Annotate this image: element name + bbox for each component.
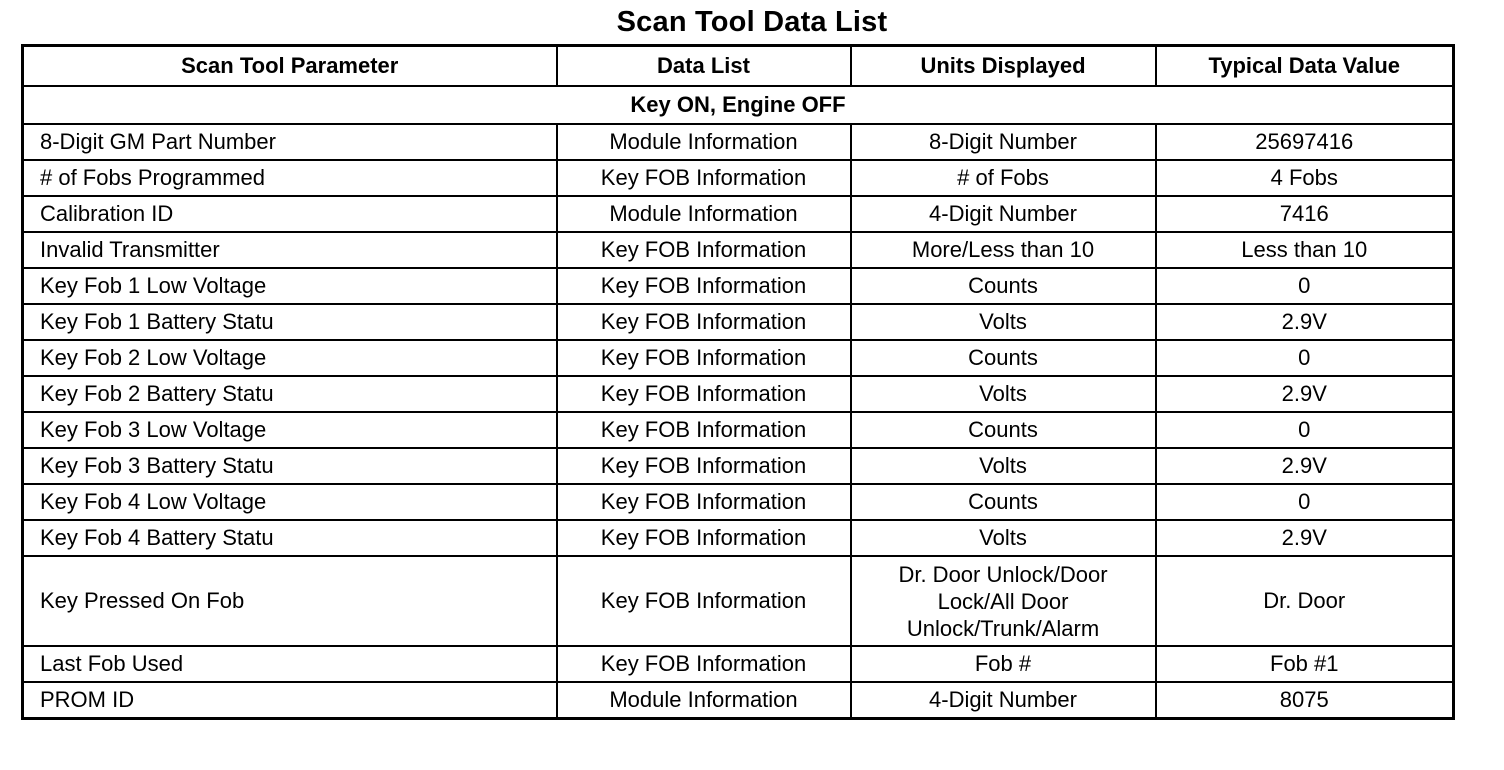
section-label: Key ON, Engine OFF <box>23 86 1454 124</box>
cell-parameter: Last Fob Used <box>23 646 557 682</box>
table-row <box>23 160 1454 196</box>
table-row <box>23 556 1454 646</box>
cell-parameter: Key Fob 2 Battery Statu <box>23 376 557 412</box>
cell-units <box>851 556 1156 646</box>
cell-data-list: Key FOB Information <box>557 646 851 682</box>
cell-parameter: Key Fob 2 Low Voltage <box>23 340 557 376</box>
table-row <box>23 412 1454 448</box>
cell-parameter: 8-Digit GM Part Number <box>23 124 557 160</box>
cell-typical-value: Less than 10 <box>1156 232 1454 268</box>
cell-data-list: Key FOB Information <box>557 304 851 340</box>
cell-data-list: Module Information <box>557 124 851 160</box>
cell-parameter: Key Fob 3 Low Voltage <box>23 412 557 448</box>
cell-units: 4-Digit Number <box>851 682 1156 719</box>
table-row <box>23 448 1454 484</box>
cell-parameter: Key Pressed On Fob <box>23 556 557 646</box>
cell-units: # of Fobs <box>851 160 1156 196</box>
cell-data-list: Key FOB Information <box>557 160 851 196</box>
cell-parameter: Key Fob 1 Low Voltage <box>23 268 557 304</box>
cell-units-line: Lock/All Door <box>937 588 1069 614</box>
cell-units: Counts <box>851 268 1156 304</box>
cell-units: Volts <box>851 376 1156 412</box>
cell-typical-value: Fob #1 <box>1156 646 1454 682</box>
cell-typical-value: 0 <box>1156 340 1454 376</box>
table-row <box>23 124 1454 160</box>
cell-units: Counts <box>851 412 1156 448</box>
header-data-list: Data List <box>557 46 851 87</box>
cell-data-list: Key FOB Information <box>557 268 851 304</box>
scan-tool-data-table <box>21 44 1455 720</box>
cell-units: Volts <box>851 520 1156 556</box>
cell-parameter: Key Fob 4 Low Voltage <box>23 484 557 520</box>
cell-units: Counts <box>851 340 1156 376</box>
table-row <box>23 268 1454 304</box>
cell-typical-value: 0 <box>1156 268 1454 304</box>
cell-typical-value: 4 Fobs <box>1156 160 1454 196</box>
cell-typical-value: 2.9V <box>1156 448 1454 484</box>
section-row <box>23 86 1454 124</box>
cell-units: Volts <box>851 448 1156 484</box>
header-scan-tool-parameter: Scan Tool Parameter <box>23 46 557 87</box>
table-row <box>23 304 1454 340</box>
cell-parameter: Calibration ID <box>23 196 557 232</box>
cell-data-list: Module Information <box>557 196 851 232</box>
cell-data-list: Key FOB Information <box>557 340 851 376</box>
cell-data-list: Key FOB Information <box>557 520 851 556</box>
cell-parameter: Key Fob 3 Battery Statu <box>23 448 557 484</box>
cell-units: More/Less than 10 <box>851 232 1156 268</box>
cell-units-line: Dr. Door Unlock/Door <box>898 561 1108 587</box>
cell-units: 8-Digit Number <box>851 124 1156 160</box>
header-row <box>23 46 1454 87</box>
cell-typical-value: 25697416 <box>1156 124 1454 160</box>
table-row <box>23 520 1454 556</box>
table-row <box>23 646 1454 682</box>
cell-parameter: Key Fob 4 Battery Statu <box>23 520 557 556</box>
cell-parameter: Key Fob 1 Battery Statu <box>23 304 557 340</box>
cell-data-list: Key FOB Information <box>557 448 851 484</box>
cell-typical-value: 2.9V <box>1156 304 1454 340</box>
cell-typical-value: 2.9V <box>1156 520 1454 556</box>
cell-data-list: Key FOB Information <box>557 232 851 268</box>
cell-units-line: Unlock/Trunk/Alarm <box>906 615 1100 641</box>
cell-typical-value: 7416 <box>1156 196 1454 232</box>
cell-units: Fob # <box>851 646 1156 682</box>
cell-typical-value: 0 <box>1156 412 1454 448</box>
cell-typical-value: Dr. Door <box>1156 556 1454 646</box>
cell-units: Volts <box>851 304 1156 340</box>
cell-parameter: Invalid Transmitter <box>23 232 557 268</box>
cell-parameter: # of Fobs Programmed <box>23 160 557 196</box>
cell-data-list: Key FOB Information <box>557 376 851 412</box>
cell-typical-value: 8075 <box>1156 682 1454 719</box>
table-row <box>23 484 1454 520</box>
header-typical-data-value: Typical Data Value <box>1156 46 1454 87</box>
cell-typical-value: 2.9V <box>1156 376 1454 412</box>
cell-typical-value: 0 <box>1156 484 1454 520</box>
cell-data-list: Key FOB Information <box>557 412 851 448</box>
cell-units: 4-Digit Number <box>851 196 1156 232</box>
table-row <box>23 340 1454 376</box>
cell-data-list: Key FOB Information <box>557 556 851 646</box>
cell-parameter: PROM ID <box>23 682 557 719</box>
table-row <box>23 376 1454 412</box>
table-row <box>23 196 1454 232</box>
table-row <box>23 232 1454 268</box>
cell-data-list: Key FOB Information <box>557 484 851 520</box>
table-row <box>23 682 1454 719</box>
page-title: Scan Tool Data List <box>616 6 888 38</box>
cell-data-list: Module Information <box>557 682 851 719</box>
header-units-displayed: Units Displayed <box>851 46 1156 87</box>
cell-units: Counts <box>851 484 1156 520</box>
